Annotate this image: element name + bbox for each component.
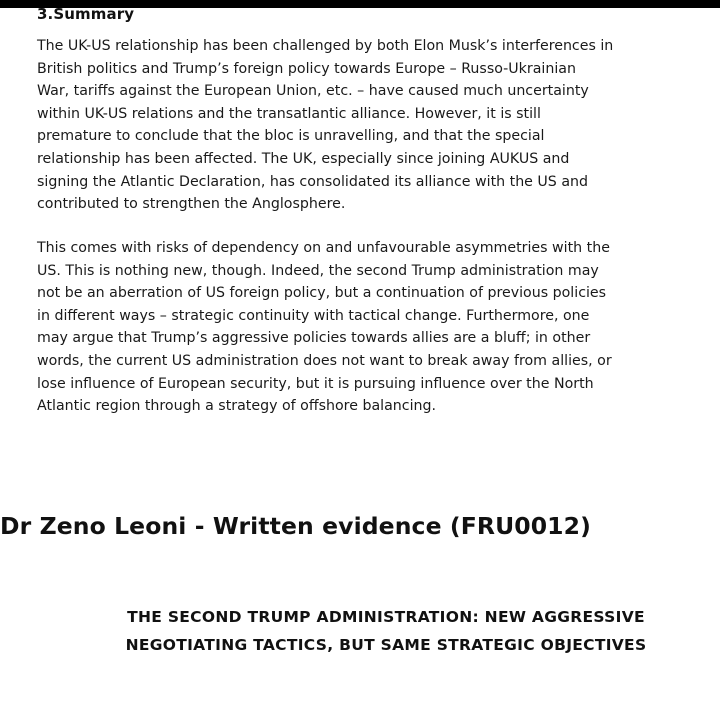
paragraph-line: lose influence of European security, but it is pursuing influence over the North (37, 375, 594, 392)
paragraph-line: relationship has been affected. The UK, especially since joining AUKUS and (37, 150, 570, 167)
evidence-title: Dr Zeno Leoni - Written evidence (FRU0012) (0, 512, 591, 540)
paragraph-line: This comes with risks of dependency on and unfavourable asymmetries with the (37, 240, 610, 256)
document-title-line: THE SECOND TRUMP ADMINISTRATION: NEW AGGRESSIVE (127, 608, 645, 626)
paragraph-line: War, tariffs against the European Union, etc. – have caused much uncertainty (37, 83, 589, 100)
section-heading: 3.Summary (37, 5, 135, 23)
paragraph-line: signing the Atlantic Declaration, has consolidated its alliance with the US and (37, 173, 589, 190)
paragraph-line: within UK-US relations and the transatlantic alliance. However, it is still (37, 105, 541, 122)
paragraph-line: not be an aberration of US foreign policy, but a continuation of previous policies (37, 285, 607, 302)
paragraph-line: The UK-US relationship has been challenged by both Elon Musk’s interferences in (37, 38, 614, 54)
summary-paragraph-1 (37, 35, 697, 216)
paragraph-line: British politics and Trump’s foreign policy towards Europe – Russo-Ukrainian (37, 60, 576, 77)
document-title-line: NEGOTIATING TACTICS, BUT SAME STRATEGIC OBJECTIVES (125, 636, 647, 654)
document-title (52, 603, 720, 659)
summary-paragraph-2 (37, 237, 697, 418)
paragraph-line: in different ways – strategic continuity with tactical change. Furthermore, one (37, 307, 590, 324)
paragraph-line: may argue that Trump’s aggressive policies towards allies are a bluff; in other (37, 330, 591, 347)
paragraph-line: US. This is nothing new, though. Indeed, the second Trump administration may (37, 262, 599, 279)
paragraph-line: Atlantic region through a strategy of offshore balancing. (37, 398, 437, 415)
paragraph-line: premature to conclude that the bloc is unravelling, and that the special (37, 128, 545, 145)
paragraph-line: contributed to strengthen the Anglosphere. (37, 196, 346, 213)
paragraph-line: words, the current US administration does not want to break away from allies, or (37, 352, 612, 369)
